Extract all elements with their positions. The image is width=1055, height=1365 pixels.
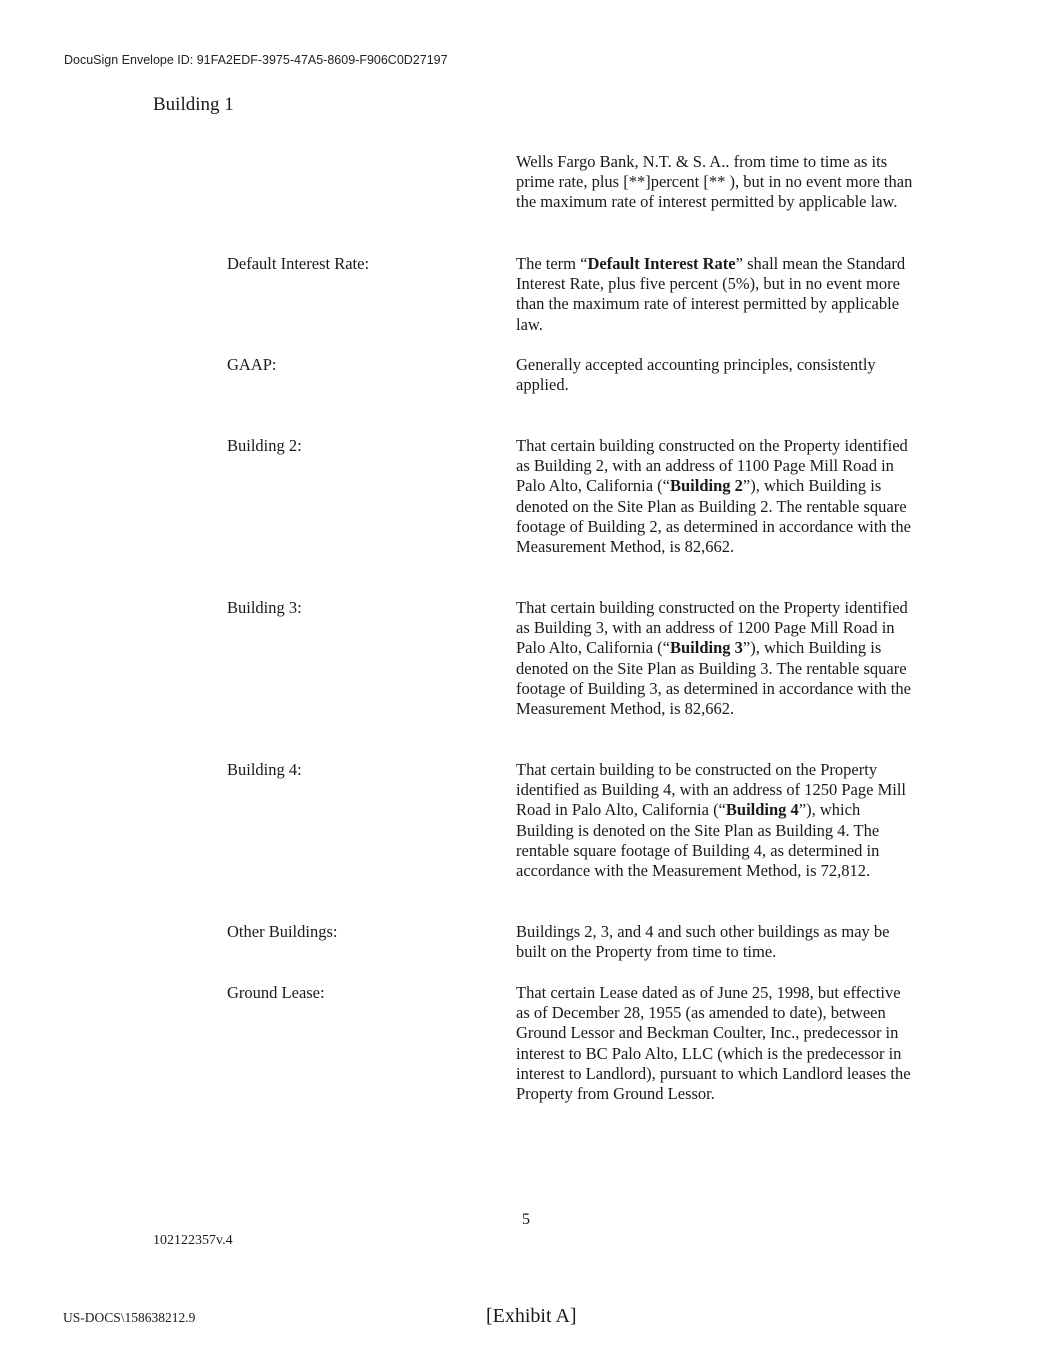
definition-text: That certain Lease dated as of June 25, 1998, but effective as of December 28, 1955 (as amended to date), between Ground Lessor and Beckman Coulter, Inc., predecessor in interest to BC Palo Alto, LLC (which is the predecessor in interest to Landlord), pursuant to which Landlord leases the Property from Ground Lessor.: [516, 983, 911, 1104]
docs-identifier: US-DOCS\158638212.9: [63, 1310, 196, 1325]
term-gaap: GAAP:: [227, 355, 277, 374]
document-version: 102122357v.4: [153, 1233, 233, 1248]
definition-building-3: [516, 598, 916, 719]
page-number: 5: [522, 1211, 530, 1228]
term-other-buildings: Other Buildings:: [227, 922, 338, 941]
definition-ground-lease: [516, 983, 916, 1104]
term-building-2: Building 2:: [227, 436, 302, 455]
docusign-envelope-id: DocuSign Envelope ID: 91FA2EDF-3975-47A5-8609-F906C0D27197: [64, 53, 448, 67]
term-building-3: Building 3:: [227, 598, 302, 617]
definition-default-interest-rate: [516, 254, 916, 335]
definition-building-4: [516, 760, 916, 881]
definition-gaap: [516, 355, 916, 395]
definition-text: Buildings 2, 3, and 4 and such other buildings as may be built on the Property from time to time.: [516, 922, 890, 962]
continuation-paragraph: Wells Fargo Bank, N.T. & S. A.. from time to time as its prime rate, plus [**]percent [** ), but in no event more than the maximum rate of interest permitted by applicable law.: [516, 152, 913, 212]
definition-text: That certain building constructed on the Property identified as Building 3, with an address of 1200 Page Mill Road in Palo Alto, California (“Building 3”), which Building is denoted on the Site Plan as Building 3. The rentable square footage of Building 3, as determined in accordance with the Measurement Method, is 82,662.: [516, 598, 911, 719]
definition-other-buildings: [516, 922, 916, 962]
term-ground-lease: Ground Lease:: [227, 983, 325, 1002]
definition-text: The term “Default Interest Rate” shall mean the Standard Interest Rate, plus five percent (5%), but in no event more than the maximum rate of interest permitted by applicable law.: [516, 254, 906, 334]
definition-text: Generally accepted accounting principles, consistently applied.: [516, 355, 876, 395]
definition-text: That certain building constructed on the Property identified as Building 2, with an address of 1100 Page Mill Road in Palo Alto, California (“Building 2”), which Building is denoted on the Site Plan as Building 2. The rentable square footage of Building 2, as determined in accordance with the Measurement Method, is 82,662.: [516, 436, 911, 557]
continuation-text: [516, 152, 916, 213]
page-heading: Building 1: [153, 94, 234, 115]
exhibit-label: [Exhibit A]: [486, 1305, 577, 1327]
term-building-4: Building 4:: [227, 760, 302, 779]
definition-building-2: [516, 436, 916, 557]
definition-text: That certain building to be constructed on the Property identified as Building 4, with an address of 1250 Page Mill Road in Palo Alto, California (“Building 4”), which Building is denoted on the Site Plan as Building 4. The rentable square footage of Building 4, as determined in accordance with the Measurement Method, is 72,812.: [516, 760, 906, 881]
term-default-interest-rate: Default Interest Rate:: [227, 254, 370, 273]
